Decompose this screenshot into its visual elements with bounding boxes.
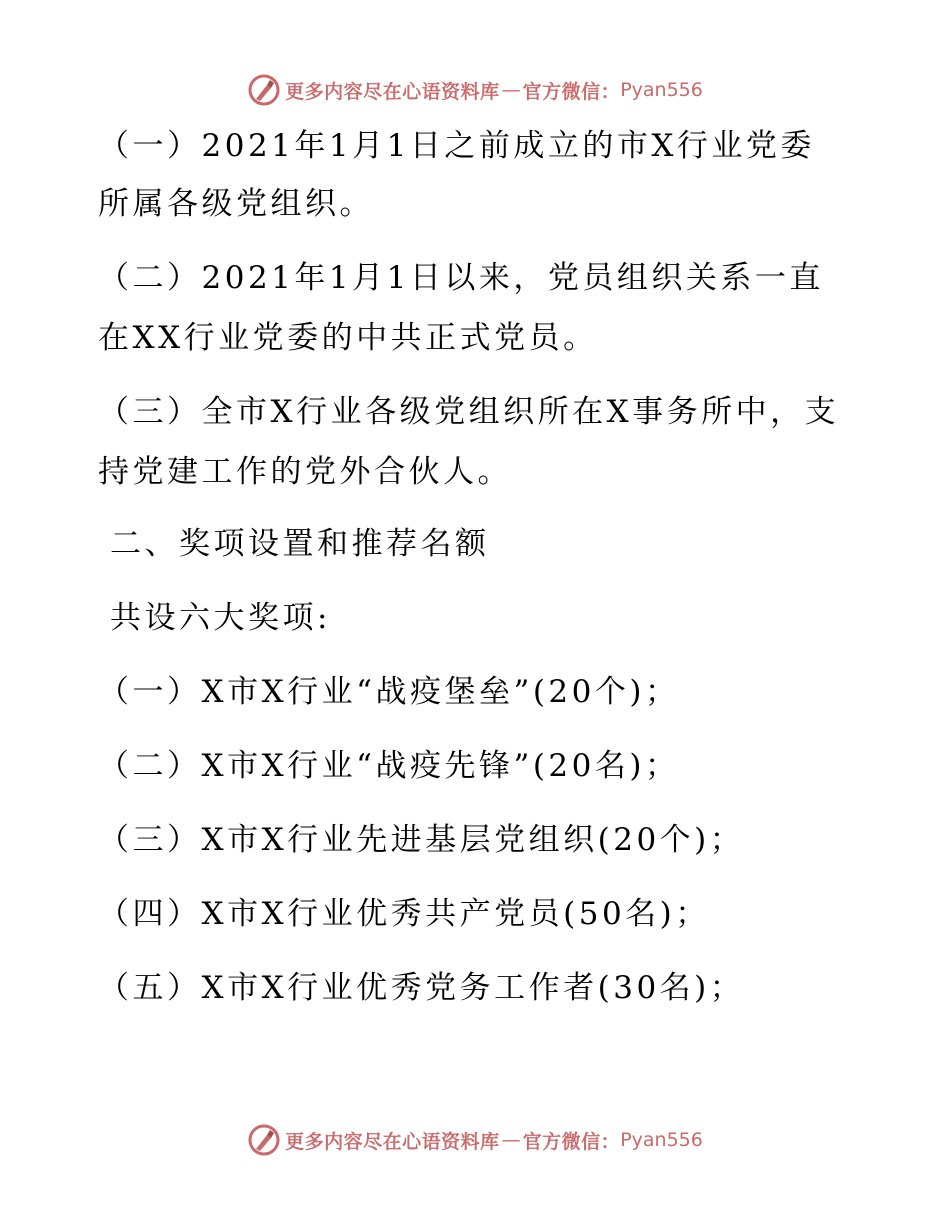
watermark-text: 更多内容尽在心语资料库 [285,1130,500,1153]
paragraph-2-line-2: 在XX行业党委的中共正式党员。 [98,320,598,356]
watermark-header [0,70,950,110]
pen-logo-icon [247,1123,281,1157]
watermark-separator: — [501,1129,521,1151]
section-heading: 二、奖项设置和推荐名额 [110,526,490,562]
intro-text: 共设六大奖项: [110,600,331,636]
paragraph-3-line-2: 持党建工作的党外合伙人。 [98,454,512,490]
watermark-wechat-id: Pyan556 [620,1129,703,1151]
award-item-4: （四）X市X行业优秀共产党员(50名)； [98,896,710,932]
watermark-wechat-id: Pyan556 [620,79,703,101]
paragraph-3-line-1: （三）全市X行业各级党组织所在X事务所中，支 [98,394,840,430]
paragraph-1-line-1: （一）2021年1月1日之前成立的市X行业党委 [98,128,815,164]
paragraph-2-line-1: （二）2021年1月1日以来，党员组织关系一直 [98,260,824,296]
watermark-footer [0,1120,950,1160]
watermark-suffix: 官方微信： [522,80,621,103]
watermark-text: 更多内容尽在心语资料库 [285,80,500,103]
paragraph-1-line-2: 所属各级党组织。 [98,186,374,222]
award-item-3: （三）X市X行业先进基层党组织(20个)； [98,822,745,858]
pen-logo-icon [247,73,281,107]
award-item-1: （一）X市X行业“战疫堡垒”(20个)； [98,674,680,710]
award-item-5: （五）X市X行业优秀党务工作者(30名)； [98,970,745,1006]
watermark-suffix: 官方微信： [522,1130,621,1153]
award-item-2: （二）X市X行业“战疫先锋”(20名)； [98,748,680,784]
watermark-separator: — [501,79,521,101]
